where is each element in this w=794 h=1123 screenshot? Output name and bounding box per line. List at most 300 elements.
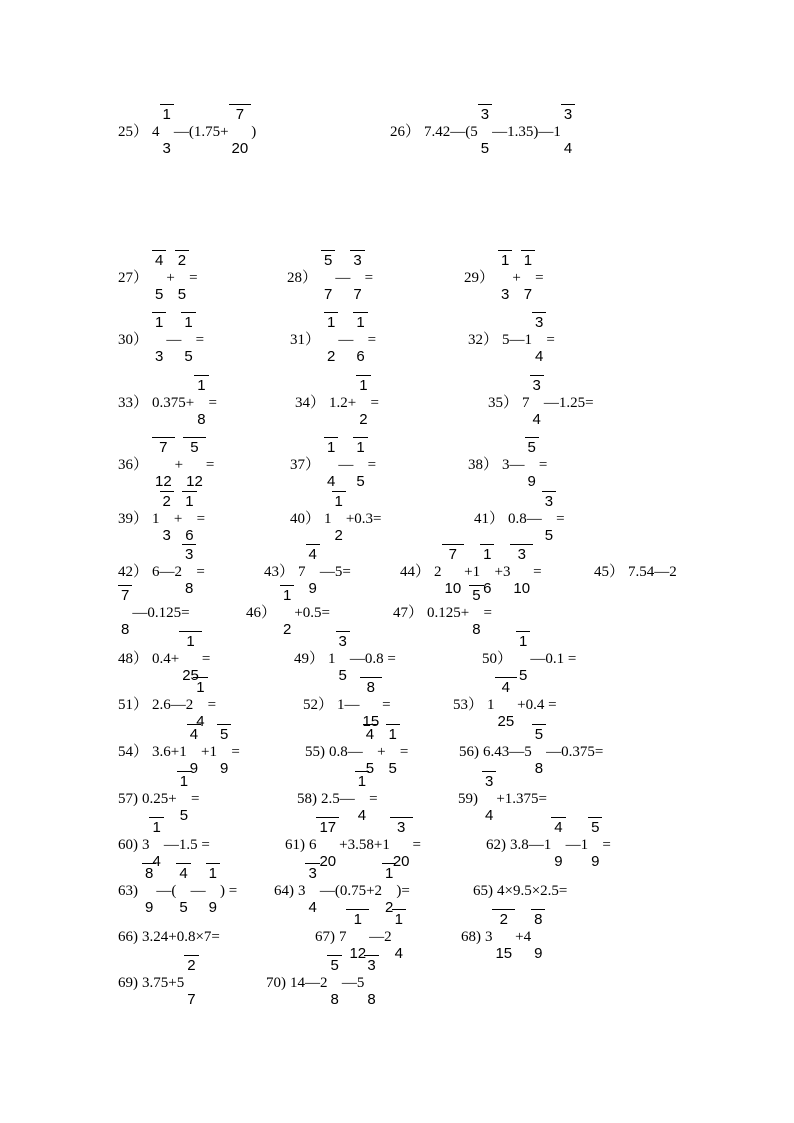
numerator: 3 (480, 106, 490, 123)
numerator: 1 (186, 633, 195, 650)
expression-text: 2 (434, 564, 442, 580)
denominator: 10 (444, 580, 462, 597)
fraction-bar (516, 631, 530, 632)
denominator: 15 (495, 945, 513, 962)
denominator: 9 (534, 945, 543, 962)
expression-text: 0.375+ (152, 395, 195, 411)
fraction-bar (324, 437, 338, 438)
fraction-bar (392, 909, 406, 910)
numerator: 3 (367, 957, 376, 974)
expression-text: +1 (464, 564, 481, 580)
denominator: 5 (154, 286, 164, 303)
problem-number: 51） (118, 697, 149, 713)
fraction-bar (182, 544, 196, 545)
numerator: 2 (162, 493, 171, 510)
fraction-bar (390, 817, 413, 818)
expression-text: 3.8—1 (509, 837, 552, 853)
expression-text: +0.4 = (517, 697, 557, 713)
denominator: 7 (323, 286, 333, 303)
denominator: 9 (554, 853, 563, 870)
numerator: 8 (144, 865, 154, 882)
numerator: 4 (501, 679, 510, 696)
denominator: 4 (196, 713, 205, 730)
denominator: 4 (152, 853, 161, 870)
denominator: 4 (484, 807, 494, 824)
numerator: 1 (326, 314, 336, 331)
fraction-bar (355, 771, 369, 772)
expression-text: 1 (152, 511, 160, 527)
denominator: 20 (231, 140, 249, 157)
denominator: 8 (534, 760, 544, 777)
expression-text: = (369, 791, 378, 807)
expression-text: —1.35)—1 (492, 124, 561, 140)
numerator: 1 (483, 546, 492, 563)
expression-text: = (189, 270, 198, 286)
expression-text: + (377, 744, 386, 760)
expression-text: 3 (141, 837, 150, 853)
denominator: 3 (162, 527, 171, 544)
problem-number: 25） (118, 124, 149, 140)
problem-number: 32） (468, 332, 499, 348)
expression-text: 7.54—2 (628, 564, 677, 580)
problem-number: 63) (118, 883, 138, 899)
expression-text: 3 (297, 883, 306, 899)
numerator: 1 (196, 679, 205, 696)
fraction-bar (561, 104, 575, 105)
fraction-bar (176, 863, 190, 864)
denominator: 5 (338, 667, 347, 684)
expression-text: +1.375= (496, 791, 547, 807)
numerator: 4 (189, 726, 199, 743)
numerator: 1 (326, 439, 336, 456)
problem-number: 47） (393, 605, 424, 621)
numerator: 2 (177, 252, 187, 269)
fraction-bar (353, 437, 367, 438)
denominator: 4 (394, 945, 403, 962)
problem-number: 65) (473, 883, 493, 899)
numerator: 5 (323, 252, 333, 269)
expression-text: = (382, 697, 391, 713)
numerator: 1 (152, 819, 161, 836)
denominator: 4 (532, 411, 541, 428)
expression-text: —(1.75+ (173, 124, 229, 140)
problem-number: 48） (118, 651, 149, 667)
fraction-bar (152, 437, 175, 438)
numerator: 7 (448, 546, 457, 563)
expression-text: = (367, 457, 377, 473)
expression-text: —( (156, 883, 177, 899)
denominator: 20 (392, 853, 410, 870)
expression-text: 7 (338, 929, 347, 945)
expression-text: = (196, 564, 205, 580)
fraction-bar (551, 817, 565, 818)
numerator: 1 (518, 633, 528, 650)
problem-number: 52） (303, 697, 334, 713)
expression-text: = (207, 697, 217, 713)
expression-text: 6—2 (152, 564, 182, 580)
expression-text: 6.43—5 (482, 744, 532, 760)
denominator: 3 (500, 286, 510, 303)
fraction-bar (175, 250, 189, 251)
problem-number: 67) (315, 929, 335, 945)
denominator: 4 (534, 348, 544, 365)
expression-text: = (370, 395, 380, 411)
numerator: 3 (484, 773, 494, 790)
problem-number: 29） (464, 270, 495, 286)
fraction-bar (229, 104, 252, 105)
expression-text: 3.75+5 (141, 975, 185, 991)
problem-number: 62) (486, 837, 506, 853)
denominator: 5 (356, 473, 365, 490)
problem-number: 28） (287, 270, 318, 286)
numerator: 3 (517, 546, 526, 563)
expression-text: + (512, 270, 521, 286)
numerator: 3 (532, 377, 541, 394)
denominator: 7 (353, 286, 362, 303)
numerator: 1 (388, 726, 397, 743)
numerator: 1 (356, 314, 365, 331)
denominator: 2 (334, 527, 343, 544)
problem-number: 61) (285, 837, 305, 853)
problem-number: 46） (246, 605, 277, 621)
denominator: 6 (356, 348, 365, 365)
numerator: 3 (184, 546, 194, 563)
numerator: 3 (563, 106, 573, 123)
denominator: 8 (330, 991, 339, 1008)
numerator: 5 (219, 726, 229, 743)
problem-number: 49） (294, 651, 325, 667)
fraction-bar (532, 724, 546, 725)
problem-number: 33） (118, 395, 149, 411)
expression-text: 4×9.5×2.5= (496, 883, 568, 899)
numerator: 1 (162, 106, 171, 123)
expression-text: 1 (328, 651, 336, 667)
expression-text: 3— (502, 457, 525, 473)
denominator: 2 (385, 899, 394, 916)
expression-text: 0.125+ (427, 605, 470, 621)
denominator: 9 (144, 899, 154, 916)
fraction-bar (149, 817, 163, 818)
fraction-bar (184, 955, 198, 956)
expression-text: ) (251, 124, 257, 140)
numerator: 1 (334, 493, 343, 510)
expression-text: 2.5— (320, 791, 355, 807)
fraction-bar (469, 585, 483, 586)
problem-number: 56) (459, 744, 479, 760)
expression-text: +0.3= (345, 511, 382, 527)
expression-text: )= (396, 883, 410, 899)
expression-text: —1.25= (543, 395, 594, 411)
denominator: 3 (162, 140, 171, 157)
denominator: 8 (197, 411, 206, 428)
expression-text: —0.1 = (530, 651, 577, 667)
denominator: 9 (208, 899, 217, 916)
numerator: 3 (397, 819, 406, 836)
denominator: 12 (186, 473, 203, 490)
expression-text: 7 (298, 564, 306, 580)
denominator: 9 (591, 853, 600, 870)
denominator: 7 (187, 991, 196, 1008)
fraction-bar (217, 724, 231, 725)
denominator: 15 (362, 713, 380, 730)
fraction-bar (364, 955, 378, 956)
numerator: 8 (534, 911, 543, 928)
problem-number: 58) (297, 791, 317, 807)
expression-text: 1 (324, 511, 332, 527)
numerator: 1 (394, 911, 403, 928)
fraction-bar (183, 437, 206, 438)
denominator: 25 (497, 713, 515, 730)
expression-text: —1 (565, 837, 589, 853)
denominator: 9 (527, 473, 536, 490)
fraction-bar (142, 863, 156, 864)
denominator: 5 (365, 760, 375, 777)
denominator: 9 (308, 580, 317, 597)
expression-text: = (556, 511, 565, 527)
numerator: 17 (319, 819, 337, 836)
expression-text: = (538, 457, 548, 473)
fraction-bar (316, 817, 339, 818)
problem-number: 36） (118, 457, 149, 473)
fraction-bar (336, 631, 350, 632)
denominator: 5 (480, 140, 490, 157)
expression-text: + (173, 511, 183, 527)
problem-number: 39） (118, 511, 149, 527)
expression-text: 0.8— (328, 744, 363, 760)
fraction-bar (442, 544, 465, 545)
expression-text: = (367, 332, 377, 348)
problem-number: 64) (274, 883, 294, 899)
fraction-bar (350, 250, 364, 251)
expression-text: = (196, 511, 206, 527)
fraction-bar (179, 631, 202, 632)
expression-text: —5 (341, 975, 365, 991)
numerator: 7 (235, 106, 245, 123)
fraction-bar (480, 544, 494, 545)
fraction-bar (332, 491, 346, 492)
fraction-bar (280, 585, 294, 586)
fraction-bar (305, 863, 319, 864)
denominator: 8 (184, 580, 194, 597)
fraction-bar (386, 724, 400, 725)
expression-text: = (546, 332, 555, 348)
fraction-bar (193, 677, 207, 678)
expression-text: 0.4+ (152, 651, 180, 667)
expression-text: 5—1 (502, 332, 532, 348)
expression-text: = (205, 457, 215, 473)
numerator: 3 (544, 493, 554, 510)
numerator: 1 (197, 377, 206, 394)
numerator: 5 (330, 957, 339, 974)
fraction-bar (492, 909, 515, 910)
fraction-bar (160, 104, 174, 105)
expression-text: 3.24+0.8×7= (141, 929, 220, 945)
problem-number: 27） (118, 270, 149, 286)
expression-text: —1.5 = (163, 837, 210, 853)
denominator: 5 (388, 760, 397, 777)
fraction-bar (478, 104, 492, 105)
numerator: 1 (282, 587, 292, 604)
expression-text: +0.5= (294, 605, 330, 621)
expression-text: +3.58+1 (339, 837, 390, 853)
expression-text: +1 (201, 744, 218, 760)
denominator: 5 (518, 667, 528, 684)
problem-number: 26） (390, 124, 421, 140)
numerator: 1 (385, 865, 394, 882)
fraction-bar (521, 250, 535, 251)
fraction-bar (495, 677, 518, 678)
expression-text: 3 (484, 929, 493, 945)
numerator: 2 (187, 957, 196, 974)
expression-text: —2 (369, 929, 392, 945)
numerator: 5 (472, 587, 481, 604)
numerator: 5 (527, 439, 536, 456)
fraction-bar (321, 250, 335, 251)
problem-number: 42） (118, 564, 149, 580)
fraction-bar (177, 771, 191, 772)
denominator: 12 (154, 473, 172, 490)
fraction-bar (588, 817, 602, 818)
expression-text: ) = (220, 883, 238, 899)
numerator: 1 (154, 314, 164, 331)
denominator: 9 (219, 760, 229, 777)
denominator: 2 (282, 621, 292, 638)
fraction-bar (498, 250, 512, 251)
problem-number: 41） (474, 511, 505, 527)
expression-text: —0.375= (546, 744, 604, 760)
problem-number: 53） (453, 697, 484, 713)
fraction-bar (356, 375, 370, 376)
numerator: 1 (357, 773, 367, 790)
numerator: 8 (366, 679, 375, 696)
problem-number: 55) (305, 744, 325, 760)
problem-number: 54） (118, 744, 149, 760)
expression-text: 3.6+1 (152, 744, 187, 760)
numerator: 3 (534, 314, 544, 331)
numerator: 7 (159, 439, 168, 456)
fraction-bar (152, 312, 166, 313)
fraction-bar (382, 863, 396, 864)
fraction-bar (160, 491, 174, 492)
expression-text: 1 (487, 697, 495, 713)
denominator: 7 (523, 286, 533, 303)
numerator: 5 (190, 439, 199, 456)
problem-number: 60) (118, 837, 138, 853)
problem-number: 68) (461, 929, 481, 945)
numerator: 5 (534, 726, 544, 743)
denominator: 9 (189, 760, 199, 777)
expression-text: 0.8— (508, 511, 542, 527)
denominator: 5 (179, 899, 188, 916)
problem-number: 31） (290, 332, 321, 348)
expression-text: 0.25+ (141, 791, 177, 807)
fraction-bar (531, 909, 545, 910)
expression-text: = (231, 744, 240, 760)
fraction-bar (360, 677, 383, 678)
numerator: 7 (120, 587, 130, 604)
numerator: 1 (179, 773, 189, 790)
problem-number: 38） (468, 457, 499, 473)
numerator: 4 (308, 546, 317, 563)
numerator: 1 (523, 252, 533, 269)
denominator: 10 (513, 580, 531, 597)
expression-text: —5= (319, 564, 351, 580)
fraction-bar (532, 312, 546, 313)
expression-text: = (535, 270, 544, 286)
problem-number: 69) (118, 975, 138, 991)
whole-number: 4 (152, 124, 160, 140)
numerator: 1 (500, 252, 510, 269)
denominator: 2 (359, 411, 368, 428)
expression-text: +4 (515, 929, 532, 945)
expression-text: — (190, 883, 206, 899)
expression-text: = (195, 332, 205, 348)
fraction-bar (118, 585, 132, 586)
problem-number: 40） (290, 511, 321, 527)
expression-text: = (483, 605, 493, 621)
problem-number: 35） (488, 395, 519, 411)
denominator: 5 (544, 527, 554, 544)
numerator: 3 (353, 252, 362, 269)
denominator: 2 (326, 348, 336, 365)
fraction-bar (510, 544, 533, 545)
numerator: 4 (179, 865, 188, 882)
expression-text: = (201, 651, 211, 667)
expression-text: +3 (494, 564, 511, 580)
problem-number: 50） (482, 651, 513, 667)
expression-text: = (399, 744, 409, 760)
denominator: 6 (483, 580, 492, 597)
expression-text: = (412, 837, 421, 853)
expression-text: — (338, 332, 354, 348)
denominator: 3 (154, 348, 164, 365)
expression-text: = (364, 270, 374, 286)
fraction-bar (525, 437, 539, 438)
fraction-bar (182, 491, 196, 492)
denominator: 4 (308, 899, 317, 916)
expression-text: — (338, 457, 354, 473)
fraction-bar (346, 909, 369, 910)
fraction-bar (324, 312, 338, 313)
problem-number: 43） (264, 564, 295, 580)
fraction-bar (181, 312, 195, 313)
fraction-bar (363, 724, 377, 725)
denominator: 4 (357, 807, 367, 824)
fraction-bar (194, 375, 208, 376)
numerator: 1 (353, 911, 362, 928)
numerator: 3 (338, 633, 347, 650)
denominator: 5 (179, 807, 189, 824)
problem-number: 37） (290, 457, 321, 473)
expression-text: = (208, 395, 218, 411)
expression-text: + (174, 457, 184, 473)
fraction-bar (530, 375, 544, 376)
denominator: 5 (177, 286, 187, 303)
problem-number: 30） (118, 332, 149, 348)
expression-text: 2.6—2 (152, 697, 194, 713)
numerator: 4 (365, 726, 375, 743)
expression-text: + (166, 270, 175, 286)
problem-number: 44） (400, 564, 431, 580)
expression-text: —0.125= (132, 605, 190, 621)
numerator: 4 (554, 819, 563, 836)
numerator: 1 (356, 439, 365, 456)
expression-text: = (602, 837, 611, 853)
problem-number: 70) (266, 975, 286, 991)
denominator: 20 (319, 853, 337, 870)
problem-number: 45） (594, 564, 625, 580)
expression-text: —0.8 = (349, 651, 396, 667)
